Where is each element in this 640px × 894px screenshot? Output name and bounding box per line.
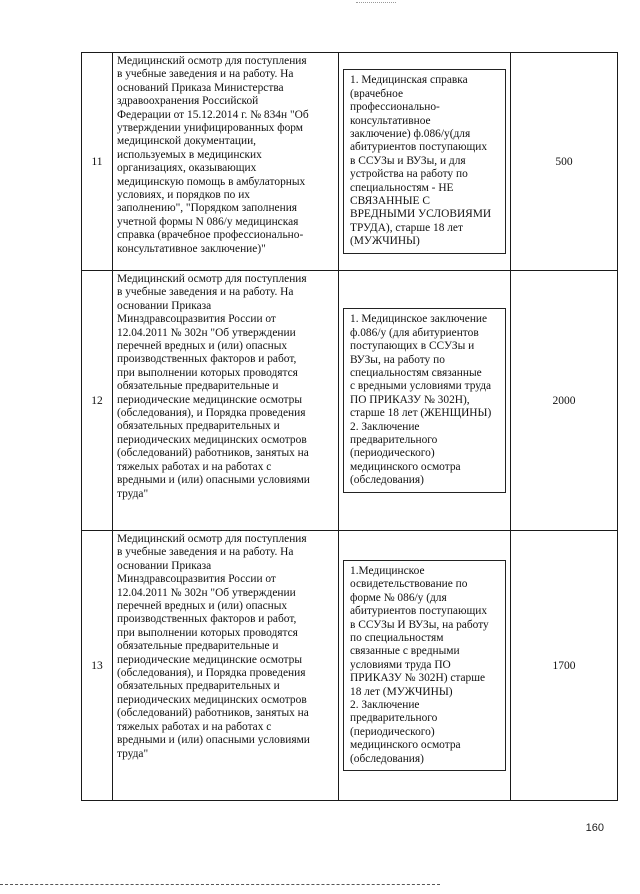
service-description: Медицинский осмотр для поступления в учебные заведения и на работу. На основании Приказа Минздравсоцразвития России от 12.04.2011 № 302н "Об утверждении перечней вредных и (или) опасных производственных факторов и работ, при выполнении которых проводятся обязательные предварительные и периодические медицинские осмотры (обследования), и Порядка проведения обязательных предварительных и периодических медицинских осмотров (обследований) работников, занятых на тяжелых работах и на работах с вредными и (или) опасными условиями труда" [117,273,310,500]
issued-document: 1.Медицинское освидетельствование по форме № 086/у (для абитуриентов поступающих в ССУЗы И ВУЗы, на работу по специальностям связанные с вредными условиями труда ПО ПРИКАЗУ № 302Н) старше 18 лет (МУЖЧИНЫ) 2. Заключение предварительного (периодического) медицинского осмотра (обследования) [343,560,506,771]
row-number: 12 [82,271,113,531]
table-row [82,271,618,531]
row-number: 11 [82,53,113,271]
issued-document: 1. Медицинское заключение ф.086/у (для абитуриентов поступающих в ССУЗы и ВУЗы, на работу по специальностям связанные с вредными условиями труда ПО ПРИКАЗУ № 302Н), старше 18 лет (ЖЕНЩИНЫ) 2. Заключение предварительного (периодического) медицинского осмотра (обследования) [343,308,506,492]
service-description: Медицинский осмотр для поступления в учебные заведения и на работу. На оснований Приказа Министерства здравоохранения Российской Федерации от 15.12.2014 г. № 834н "Об утверждении унифицированных форм медицинской документации, используемых в медицинских организациях, оказывающих медицинскую помощь в амбулаторных условиях, и порядков по их заполнению", "Порядком заполнения учетной формы N 086/у медицинская справка (врачебное профессионально- консультативное заключение)" [117,55,309,255]
service-description-cell [113,531,339,801]
issued-document: 1. Медицинская справка (врачебное профессионально- консультативное заключение) ф.086/у(для абитуриентов поступающих в ССУЗы и ВУЗы, и для устройства на работу по специальностям - НЕ СВЯЗАННЫЕ С ВРЕДНЫМИ УСЛОВИЯМИ ТРУДА), старше 18 лет (МУЖЧИНЫ) [343,69,506,253]
issued-document-cell [339,531,511,801]
price-cell: 500 [511,53,618,271]
scan-artifact-line [356,2,396,3]
service-description-cell [113,53,339,271]
service-description-cell [113,271,339,531]
table-row [82,53,618,271]
price-cell: 2000 [511,271,618,531]
table-row [82,531,618,801]
price-cell: 1700 [511,531,618,801]
issued-document-cell [339,271,511,531]
issued-document-cell [339,53,511,271]
service-description: Медицинский осмотр для поступления в учебные заведения и на работу. На основании Приказа Минздравсоцразвития России от 12.04.2011 № 302н "Об утверждении перечней вредных и (или) опасных производственных факторов и работ, при выполнении которых проводятся обязательные предварительные и периодические медицинские осмотры (обследования), и Порядка проведения обязательных предварительных и периодических медицинских осмотров (обследований) работников, занятых на тяжелых работах и на работах с вредными и (или) опасными условиями труда" [117,533,310,760]
footer-dashed-rule [0,884,440,885]
page-number: 160 [585,822,604,834]
services-price-table [81,52,618,801]
row-number: 13 [82,531,113,801]
